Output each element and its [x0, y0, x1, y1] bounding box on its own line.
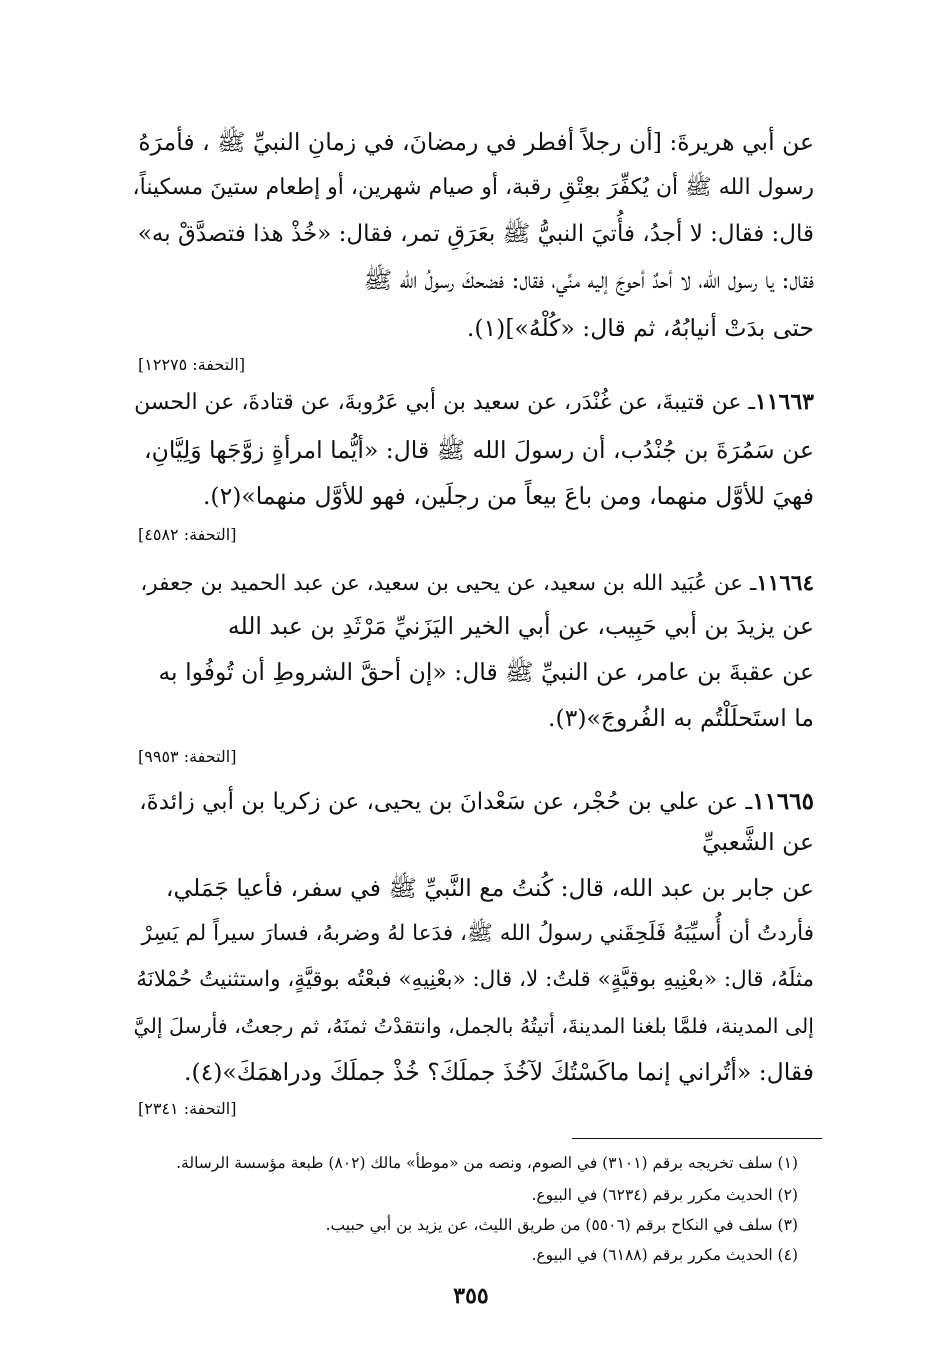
isnad-chain: ـ عن عُبَيد الله بن سعيد، عن يحيى بن سعيد، عن عبد الحميد بن جعفر،	[140, 571, 757, 596]
hadith-3-line-2: ما استَحلَلْتُم به الفُروجَ»(٣).	[548, 704, 814, 732]
hadith-2-line-1: عن سَمُرَةَ بن جُنْدُب، أن رسولَ الله ﷺ قال: «أيُّما امرأةٍ زوَّجَها وَلِيَّانِ،	[143, 436, 814, 464]
footnote-separator	[572, 1138, 822, 1139]
footnote-2: (٢) الحديث مكرر برقم (٦٢٣٤) في البيوع.	[531, 1186, 798, 1204]
hadith-number: ١١٦٦٤	[756, 571, 814, 596]
hadith-number: ١١٦٦٥	[752, 788, 814, 815]
footnote-4: (٤) الحديث مكرر برقم (٦١٨٨) في البيوع.	[531, 1246, 798, 1264]
hadith-heading	[128, 784, 814, 820]
hadith-1-line-5: حتى بدَتْ أنيابُهُ، ثم قال: «كُلْهُ»](١).	[466, 314, 814, 342]
tuhfa-reference: [التحفة: ١٢٢٧٥]	[138, 355, 246, 374]
hadith-4-line-1: عن جابر بن عبد الله، قال: كُنتُ مع النَّبيِّ ﷺ في سفر، فأعيا جَمَلي،	[165, 874, 814, 902]
hadith-4-line-3: مثلَهُ، قال: «بعْنِيهِ بوقيَّةٍ» قلتُ: لا، قال: «بعْنِيهِ» فبعْتُه بوقيَّةٍ، واستثنيتُ حُمْلانَهُ	[136, 967, 814, 992]
isnad-continuation: عن يزيدَ بن أبي حَبِيب، عن أبي الخير اليَزَنيِّ مَرْثَدِ بن عبد الله	[227, 612, 814, 640]
tuhfa-reference: [التحفة: ٢٣٤١]	[138, 1099, 237, 1118]
footnote-1: (١) سلف تخريجه برقم (٣١٠١) في الصوم، ونصه من «موطأ» مالك (٨٠٢) طبعة مؤسسة الرسالة.	[176, 1154, 798, 1172]
tuhfa-reference: [التحفة: ٤٥٨٢]	[138, 525, 237, 544]
hadith-1-line-3: قال: فقال: لا أجدُ، فأُتيَ النبيُّ ﷺ بعَرَقِ تمر، فقال: «خُذْ هذا فتصدَّقْ به»	[137, 221, 814, 247]
hadith-4-line-2: فأردتُ أن أُسيِّبَهُ فَلَحِقَني رسولُ الله ﷺ، فدَعا لهُ وضربهُ، فسارَ سيراً لم يَسِرْ	[141, 921, 814, 946]
hadith-3-line-1: عن عقبةَ بن عامر، عن النبيِّ ﷺ قال: «إن أحقَّ الشروطِ أن تُوفُوا به	[158, 658, 814, 686]
hadith-1-line-4: فقال: يا رسول الله، لا أحدٌ أحوجَ إليه منِّي، فقال: فضحكَ رسولُ الله ﷺ	[363, 266, 814, 294]
tuhfa-reference: [التحفة: ٩٩٥٣]	[138, 747, 237, 766]
hadith-number: ١١٦٦٣	[754, 389, 814, 415]
page-number: ٣٥٥	[453, 1283, 489, 1309]
hadith-2-line-2: فهيَ للأوَّل منهما، ومن باعَ بيعاً من رجلَين، فهو للأوَّل منهما»(٢).	[202, 482, 814, 510]
hadith-heading	[128, 566, 814, 602]
isnad-chain: ـ عن قتيبةَ، عن غُنْدَر، عن سعيد بن أبي عَرُوبةَ، عن قتادةَ، عن الحسن	[134, 390, 755, 415]
hadith-heading	[128, 384, 814, 421]
hadith-4-line-4: إلى المدينة، فلمَّا بلغنا المدينةَ، أتيتُهُ بالجمل، وانتقدْتُ ثمنَهُ، ثم رجعتُ، فأرسلَ إليَّ	[133, 1014, 814, 1038]
hadith-1-line-2: رسول الله ﷺ أن يُكفِّرَ بعِتْقِ رقبة، أو صيام شهرين، أو إطعام ستينَ مسكيناً،	[132, 175, 814, 200]
hadith-1-line-1: عن أبي هريرةَ: [أن رجلاً أفطر في رمضانَ، في زمانِ النبيِّ ﷺ ، فأمرَهُ	[138, 128, 814, 156]
hadith-4-line-5: فقال: «أتُراني إنما ماكَسْتُكَ لآخُذَ جملَكَ؟ خُذْ جملَكَ ودراهمَكَ»(٤).	[184, 1058, 814, 1086]
footnote-3: (٣) سلف في النكاح برقم (٥٥٠٦) من طريق الليث، عن يزيد بن أبي حبيب.	[325, 1216, 798, 1234]
isnad-continuation: عن الشَّعبيِّ	[701, 828, 814, 856]
isnad-chain: ـ عن علي بن حُجْر، عن سَعْدانَ بن يحيى، عن زكريا بن أبي زائدةَ،	[139, 789, 753, 815]
